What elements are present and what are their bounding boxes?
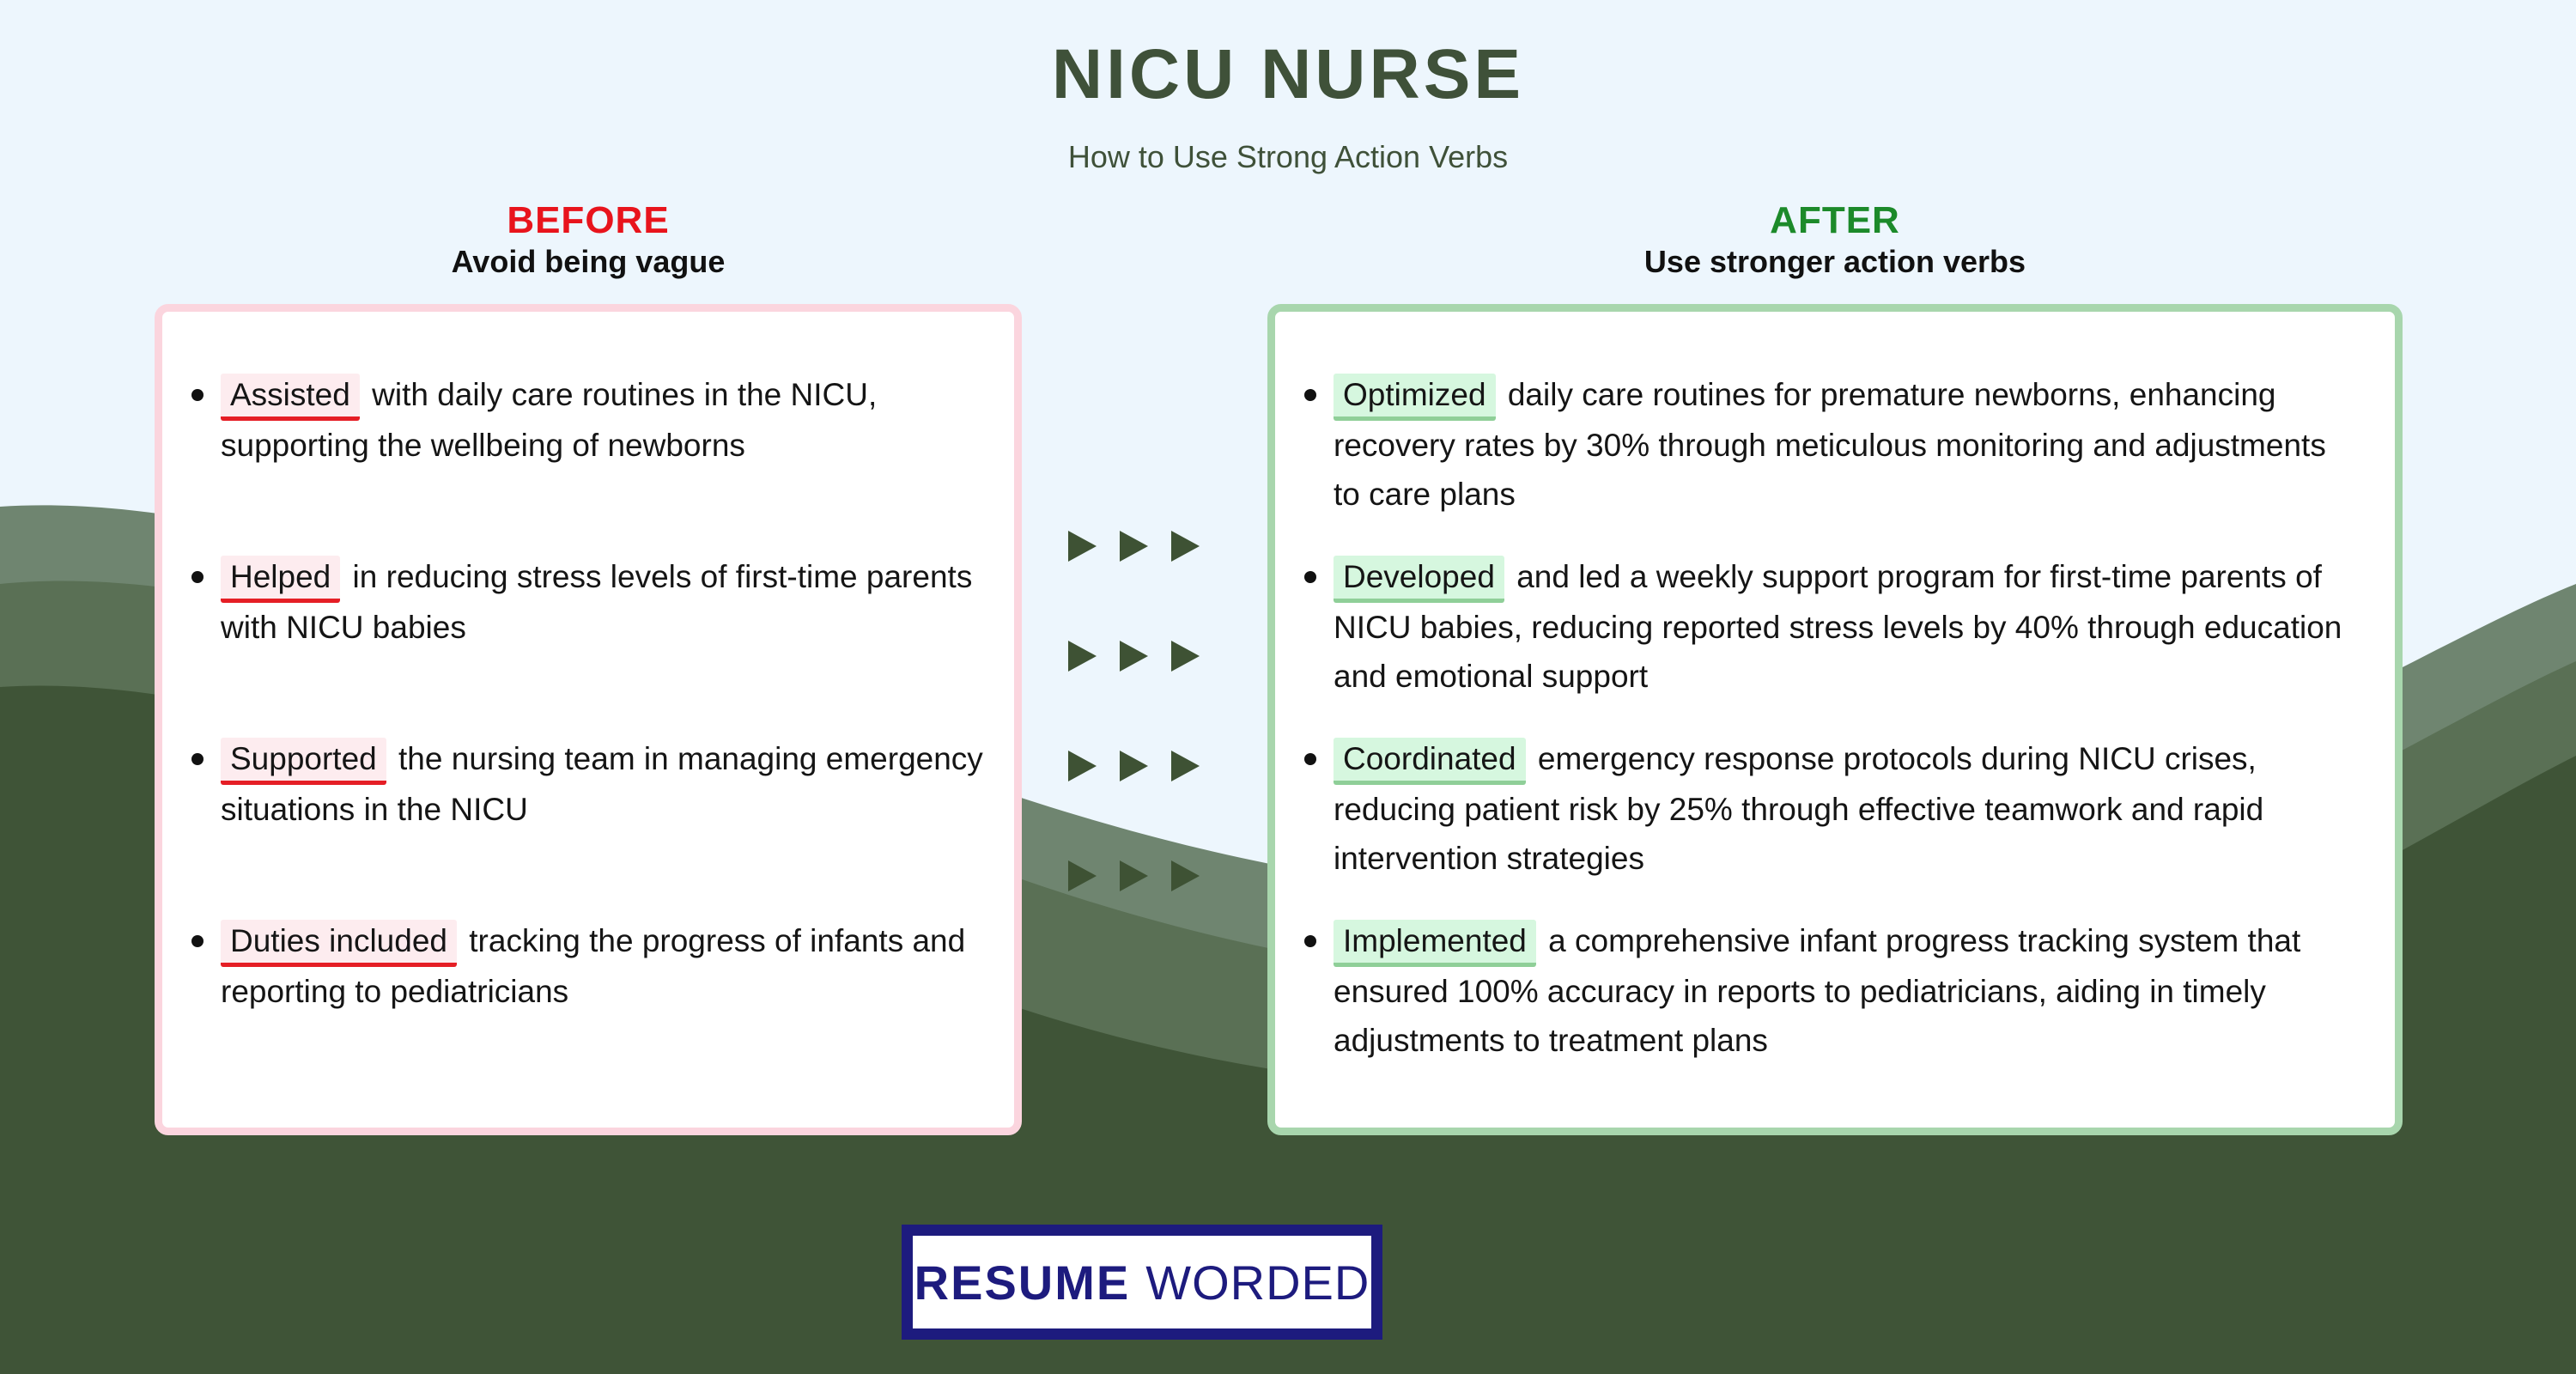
after-item	[1334, 552, 2360, 701]
item-text: emergency response protocols during NICU crises, reducing patient risk by 25% through effective teamwork and rapid intervention strategies	[1334, 741, 2264, 876]
bullet-icon	[1304, 753, 1316, 765]
logo-box	[909, 1232, 1375, 1332]
play-arrow-icon	[1171, 641, 1200, 672]
page-subtitle: How to Use Strong Action Verbs	[1067, 139, 1509, 174]
after-item	[1334, 916, 2360, 1065]
weak-verb: Supported	[221, 738, 386, 785]
after-heading	[1267, 199, 2403, 280]
after-item	[1334, 370, 2360, 519]
bullet-icon	[1304, 389, 1316, 401]
play-arrow-icon	[1068, 531, 1097, 562]
before-sublabel: Avoid being vague	[451, 244, 726, 279]
before-item	[221, 552, 999, 652]
after-sublabel: Use stronger action verbs	[1643, 244, 2026, 279]
bullet-icon	[191, 753, 204, 765]
play-arrow-icon	[1120, 531, 1148, 562]
play-arrow-icon	[1171, 531, 1200, 562]
arrow-group	[1061, 635, 1216, 678]
weak-verb: Helped	[221, 556, 340, 603]
item-text: in reducing stress levels of first-time parents with NICU babies	[221, 559, 973, 645]
bullet-icon	[191, 389, 204, 401]
resume-worded-logo[interactable]	[902, 1225, 1382, 1340]
play-arrow-icon	[1068, 860, 1097, 891]
logo-word-resume: RESUME	[914, 1255, 1131, 1310]
item-text: daily care routines for premature newborns, enhancing recovery rates by 30% through meticulous monitoring and adjustments to care plans	[1334, 377, 2326, 512]
item-text: tracking the progress of infants and reporting to pediatricians	[221, 923, 966, 1009]
item-text: a comprehensive infant progress tracking system that ensured 100% accuracy in reports to pediatricians, aiding in timely adjustments to treatment plans	[1334, 923, 2301, 1058]
play-arrow-icon	[1120, 860, 1148, 891]
page-title: NICU NURSE	[1051, 35, 1525, 113]
after-label: AFTER	[1770, 199, 1900, 241]
strong-verb: Developed	[1334, 556, 1504, 603]
before-card	[155, 304, 1022, 1135]
item-text: and led a weekly support program for first-time parents of NICU babies, reducing reported stress levels by 40% through education and emotional support	[1334, 559, 2342, 694]
play-arrow-icon	[1120, 641, 1148, 672]
after-item	[1334, 734, 2360, 883]
arrow-group	[1061, 526, 1216, 568]
before-item	[221, 370, 999, 470]
bullet-icon	[191, 571, 204, 583]
play-arrow-icon	[1068, 751, 1097, 781]
after-card	[1267, 304, 2403, 1135]
play-arrow-icon	[1171, 860, 1200, 891]
before-heading	[155, 199, 1022, 280]
before-item	[221, 734, 999, 834]
play-arrow-icon	[1120, 751, 1148, 781]
weak-verb: Assisted	[221, 374, 360, 421]
play-arrow-icon	[1068, 641, 1097, 672]
bullet-icon	[1304, 571, 1316, 583]
before-label: BEFORE	[507, 199, 670, 241]
bullet-icon	[191, 935, 204, 947]
item-text: with daily care routines in the NICU, supporting the wellbeing of newborns	[221, 377, 878, 463]
play-arrow-icon	[1171, 751, 1200, 781]
before-item	[221, 916, 999, 1016]
weak-verb: Duties included	[221, 920, 457, 967]
strong-verb: Coordinated	[1334, 738, 1526, 785]
strong-verb: Implemented	[1334, 920, 1536, 967]
arrow-group	[1061, 855, 1216, 898]
strong-verb: Optimized	[1334, 374, 1496, 421]
arrow-group	[1061, 745, 1216, 788]
item-text: the nursing team in managing emergency situations in the NICU	[221, 741, 983, 827]
bullet-icon	[1304, 935, 1316, 947]
logo-word-worded: WORDED	[1145, 1255, 1370, 1310]
